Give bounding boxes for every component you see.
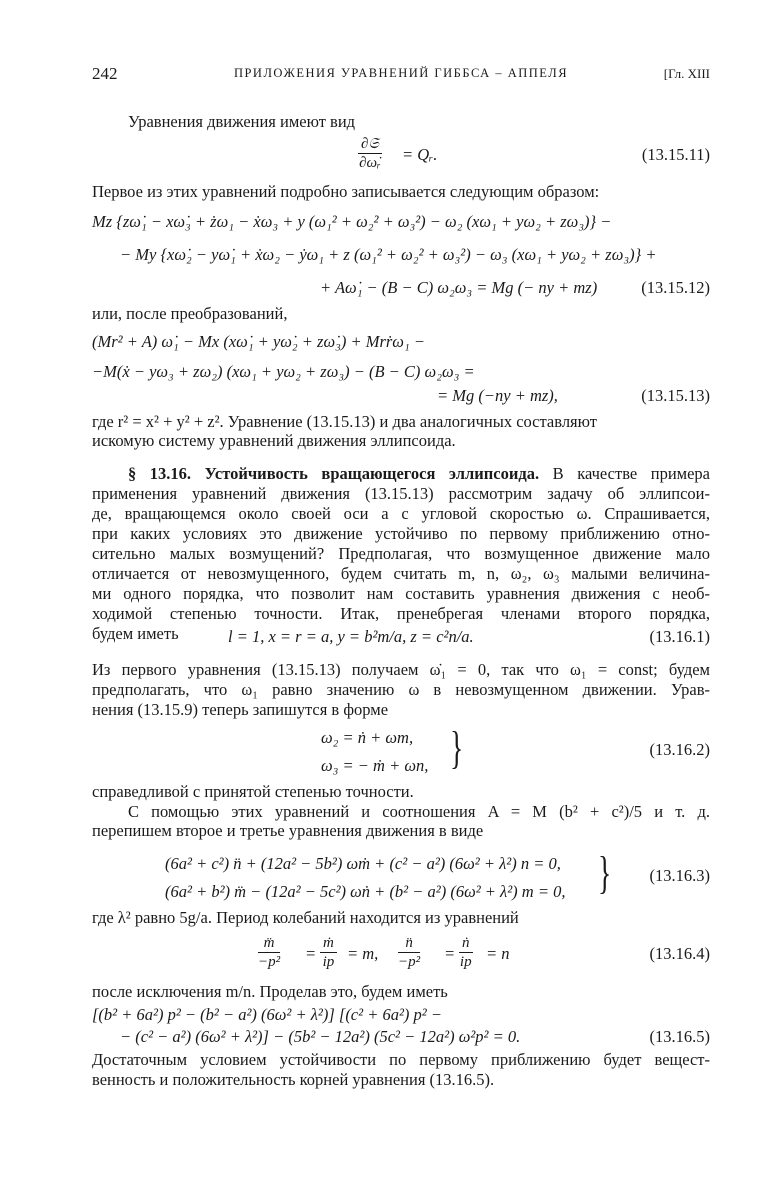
right-brace: } (450, 722, 464, 773)
fraction-numerator: m̈ (258, 934, 280, 953)
text-line: применения уравнений движения (13.15.13) рассмотрим задачу об эллипсои- (92, 484, 710, 503)
fraction-denominator: ip (459, 954, 472, 970)
text-line: Первое из этих уравнений подробно записывается следующим образом: (92, 182, 600, 201)
text-line: ходимой степенью точности. Итак, пренебрегая членами второго порядка, (92, 604, 710, 623)
equation-number: (13.16.1) (649, 627, 710, 646)
equation-number: (13.16.4) (649, 944, 710, 963)
equation-line: − (c² − a²) (6ω² + λ²)] − (5b² − 12a²) (5c² − 12a²) ω²p² = 0. (120, 1027, 521, 1046)
equation-number: (13.16.5) (649, 1027, 710, 1046)
text-line: нения (13.15.9) теперь запишутся в форме (92, 700, 389, 719)
section-heading: § 13.16. Устойчивость вращающегося эллипсоида. (128, 464, 540, 483)
fraction-numerator: n̈ (398, 934, 420, 953)
text-line: будем иметь (92, 624, 179, 643)
equation-fragment: = m, (347, 944, 379, 963)
fraction-denominator: −p² (258, 954, 281, 970)
running-header (92, 64, 710, 86)
equation-line: (Mr² + A) ω̇₁ − Mx (xω̇₁ + yω̇₂ + zω̇₃) + Mrṙω₁ − (92, 332, 425, 351)
text-line: С помощью этих уравнений и соотношения A = M (b² + c²)/5 и т. д. (128, 802, 710, 821)
text-line: де, вращающемся около своей оси a с угловой скоростью ω. Спрашивается, (92, 504, 710, 523)
text-line: после исключения m/n. Проделав это, будем иметь (92, 982, 448, 1001)
equation-line: + Aω̇₁ − (B − C) ω₂ω₃ = Mg (− ny + mz) (320, 278, 598, 297)
text-fragment: В качестве примера (539, 464, 710, 483)
right-brace: } (598, 847, 612, 898)
equals-sign: = (444, 944, 456, 963)
equals-sign: = (305, 944, 317, 963)
text-line: перепишем второе и третье уравнения движения в виде (92, 821, 484, 840)
text-line: предполагать, что ω₁ равно значению ω в невозмущенном движении. Урав- (92, 680, 710, 699)
text-line: или, после преобразований, (92, 304, 288, 323)
equation-number: (13.16.3) (649, 866, 710, 885)
fraction-numerator: ∂𝔖 (358, 135, 382, 154)
text-line: ми одного порядка, что позволит нам составить уравнения движения с необ- (92, 584, 710, 603)
equation-number: (13.15.11) (641, 145, 710, 164)
fraction (320, 934, 337, 971)
equation-line: (6a² + b²) m̈ − (12a² − 5c²) ωṅ + (b² − a²) (6ω² + λ²) m = 0, (165, 882, 566, 901)
fraction (398, 934, 420, 971)
equation-line: Mz {zω̇₁ − xω̇₃ + żω₁ − ẋω₃ + y (ω₁² + ω₂² + ω₃²) − ω₂ (xω₁ + yω₂ + zω₃)} − (92, 212, 612, 231)
fraction (459, 934, 473, 971)
text-line: при каких условиях это движение устойчиво по первому приближению отно- (92, 524, 710, 543)
equation-line: − My {xω̇₂ − yω̇₁ + ẋω₂ − ẏω₁ + z (ω₁² + ω₂² + ω₃²) − ω₃ (xω₁ + yω₂ + zω₃)} + (120, 245, 657, 264)
equation-line: (6a² + c²) n̈ + (12a² − 5b²) ωṁ + (c² − a²) (6ω² + λ²) n = 0, (165, 854, 561, 873)
text-line: сительно малых возмущений? Предполагая, что возмущенное движение мало (92, 544, 710, 563)
fraction-denominator: ip (322, 954, 335, 970)
fraction-denominator: ∂ω̇ᵣ (359, 155, 381, 171)
text-line: справедливой с принятой степенью точности. (92, 782, 414, 801)
text-line: где r² = x² + y² + z². Уравнение (13.15.13) и два аналогичных составляют (92, 412, 597, 431)
page-number: 242 (92, 64, 118, 83)
equation-line: ω₂ = ṅ + ωm, (321, 728, 414, 747)
equation-line: l = 1, x = r = a, y = b²m/a, z = c²n/a. (228, 627, 474, 646)
equation-line: ω₃ = − ṁ + ωn, (321, 756, 429, 775)
chapter-label: [Гл. XIII (663, 66, 710, 81)
fraction (358, 135, 382, 172)
text-line: Уравнения движения имеют вид (128, 112, 356, 131)
fraction (258, 934, 280, 971)
text-line: Достаточным условием устойчивости по первому приближению будет вещест- (92, 1050, 710, 1069)
running-title: ПРИЛОЖЕНИЯ УРАВНЕНИЙ ГИББСА – АППЕЛЯ (233, 66, 569, 80)
fraction-numerator: ṁ (320, 934, 337, 953)
section-heading-line (128, 464, 710, 484)
text-line: искомую систему уравнений движения эллипсоида. (92, 431, 456, 450)
equation-line: [(b² + 6a²) p² − (b² − a²) (6ω² + λ²)] [(c² + 6a²) p² − (92, 1005, 442, 1024)
text-line: Из первого уравнения (13.15.13) получаем ω̇₁ = 0, так что ω₁ = const; будем (92, 660, 710, 679)
equation-number: (13.15.12) (641, 278, 710, 297)
text-line: отличается от невозмущенного, будем считать m, n, ω₂, ω₃ малыми величина- (92, 564, 710, 583)
text-line: венность и положительность корней уравнения (13.16.5). (92, 1070, 495, 1089)
equation-line: = Mg (−ny + mz), (437, 386, 558, 405)
equation-rhs: = Qᵣ. (402, 145, 438, 164)
fraction-denominator: −p² (398, 954, 421, 970)
equation-line: −M(ẋ − yω₃ + zω₂) (xω₁ + yω₂ + zω₃) − (B − C) ω₂ω₃ = (92, 362, 475, 381)
paragraph (92, 412, 710, 432)
equation-fragment: = n (486, 944, 510, 963)
fraction-numerator: ṅ (459, 934, 473, 953)
text-line: где λ² равно 5g/a. Период колебаний находится из уравнений (92, 908, 519, 927)
equation-number: (13.15.13) (641, 386, 710, 405)
equation-number: (13.16.2) (649, 740, 710, 759)
